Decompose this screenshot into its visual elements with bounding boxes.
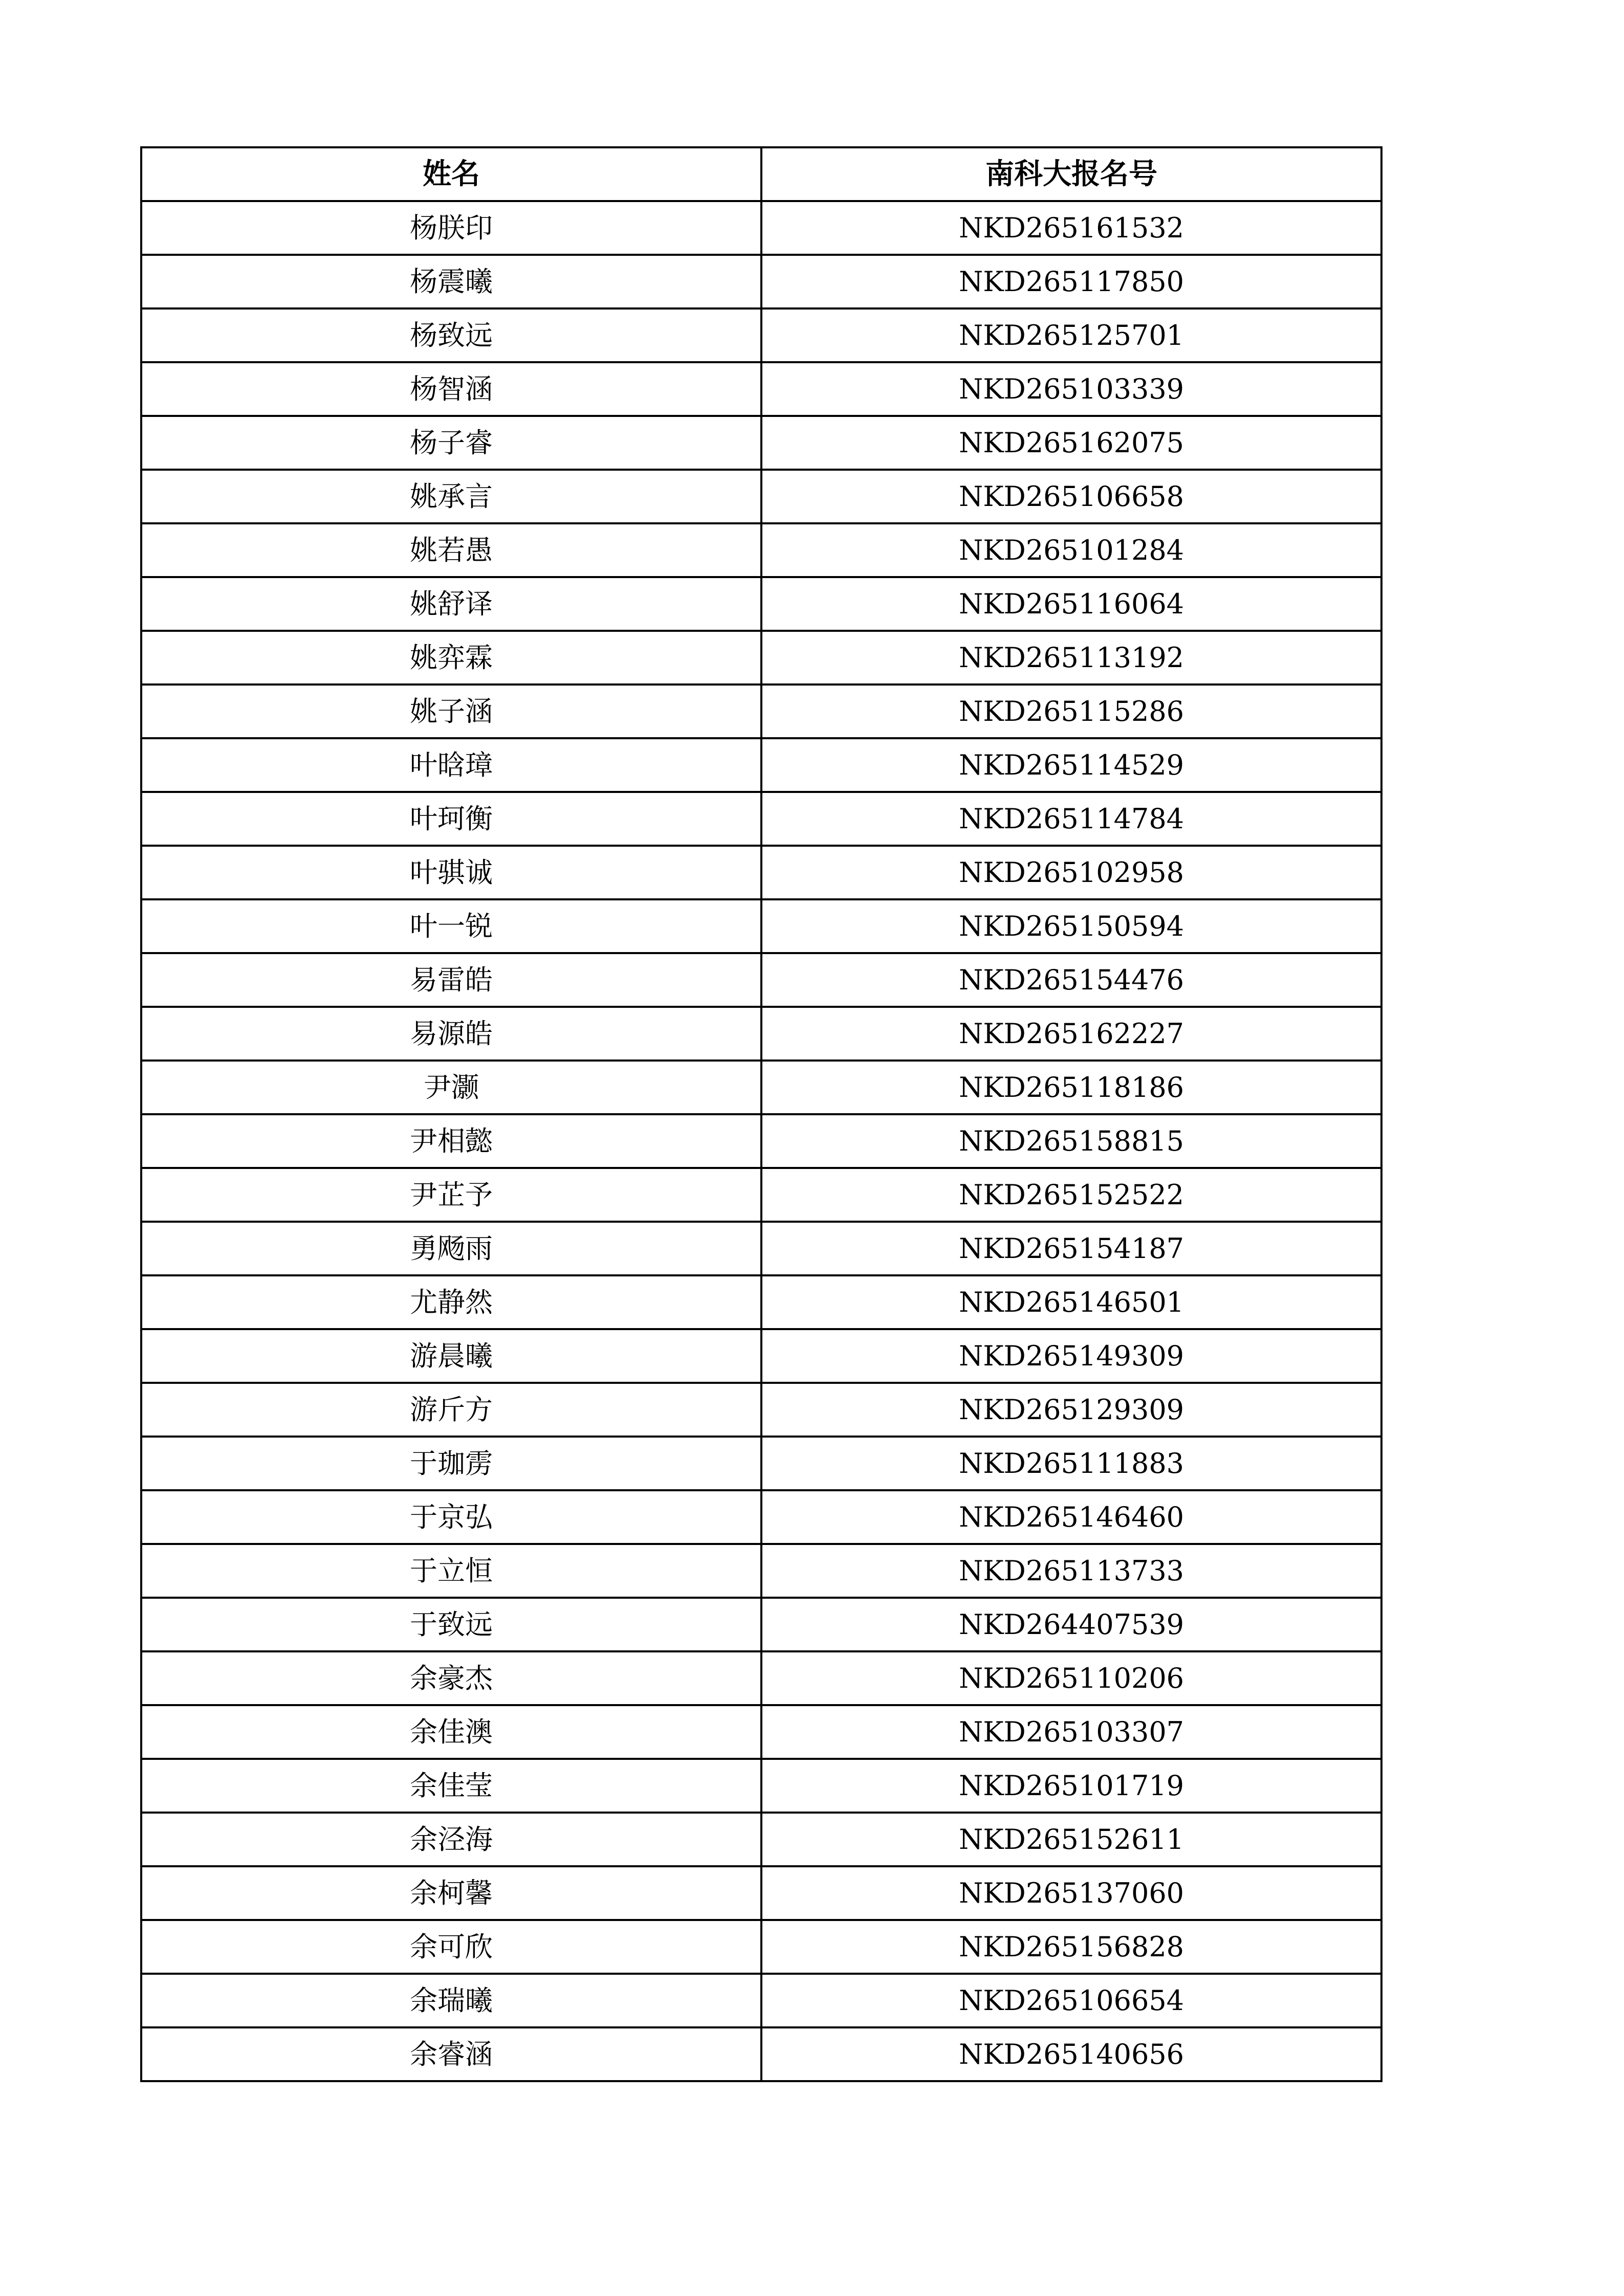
registration-number-cell: NKD265162227 — [761, 1007, 1381, 1061]
table-row — [141, 362, 1381, 416]
table-row — [141, 738, 1381, 792]
table-row — [141, 953, 1381, 1007]
table-row — [141, 1007, 1381, 1061]
table-row — [141, 792, 1381, 846]
name-cell: 易源皓 — [141, 1007, 761, 1061]
table-row — [141, 1813, 1381, 1866]
name-cell: 余佳莹 — [141, 1759, 761, 1813]
name-cell: 叶晗璋 — [141, 738, 761, 792]
registration-number-cell: NKD265118186 — [761, 1061, 1381, 1114]
registration-number-cell: NKD265113733 — [761, 1544, 1381, 1598]
registration-number-cell: NKD265152522 — [761, 1168, 1381, 1222]
registration-number-cell: NKD265101284 — [761, 523, 1381, 577]
registration-number-cell: NKD265103307 — [761, 1705, 1381, 1759]
registration-number-cell: NKD265106658 — [761, 470, 1381, 523]
name-cell: 杨子睿 — [141, 416, 761, 470]
registration-number-cell: NKD265129309 — [761, 1383, 1381, 1437]
registration-number-cell: NKD265114529 — [761, 738, 1381, 792]
table-row — [141, 1651, 1381, 1705]
name-cell: 易雷皓 — [141, 953, 761, 1007]
registration-number-cell: NKD265137060 — [761, 1866, 1381, 1920]
table-row — [141, 201, 1381, 255]
name-cell: 叶骐诚 — [141, 846, 761, 899]
registration-number-cell: NKD265140656 — [761, 2027, 1381, 2081]
registration-number-cell: NKD265117850 — [761, 255, 1381, 308]
registration-number-cell: NKD265113192 — [761, 631, 1381, 685]
registration-number-cell: NKD265161532 — [761, 201, 1381, 255]
registration-number-cell: NKD265111883 — [761, 1437, 1381, 1490]
roster-table — [140, 146, 1382, 2082]
name-cell: 于京弘 — [141, 1490, 761, 1544]
name-cell: 余瑞曦 — [141, 1974, 761, 2027]
table-row — [141, 1974, 1381, 2027]
roster-sheet — [140, 146, 1380, 2082]
name-cell: 尹芷予 — [141, 1168, 761, 1222]
table-row — [141, 1168, 1381, 1222]
name-cell: 姚若愚 — [141, 523, 761, 577]
registration-number-cell: NKD265115286 — [761, 685, 1381, 738]
registration-number-cell: NKD265101719 — [761, 1759, 1381, 1813]
column-header-name: 姓名 — [141, 147, 761, 201]
registration-number-cell: NKD265162075 — [761, 416, 1381, 470]
name-cell: 余豪杰 — [141, 1651, 761, 1705]
name-cell: 叶珂衡 — [141, 792, 761, 846]
name-cell: 姚承言 — [141, 470, 761, 523]
table-row — [141, 1920, 1381, 1974]
name-cell: 尹相懿 — [141, 1114, 761, 1168]
table-row — [141, 1490, 1381, 1544]
registration-number-cell: NKD265106654 — [761, 1974, 1381, 2027]
table-row — [141, 1383, 1381, 1437]
name-cell: 于立恒 — [141, 1544, 761, 1598]
table-row — [141, 1114, 1381, 1168]
table-row — [141, 1866, 1381, 1920]
table-row — [141, 1329, 1381, 1383]
table-row — [141, 1061, 1381, 1114]
header-row — [141, 147, 1381, 201]
name-cell: 杨智涵 — [141, 362, 761, 416]
name-cell: 勇飏雨 — [141, 1222, 761, 1275]
name-cell: 余柯馨 — [141, 1866, 761, 1920]
name-cell: 余泾海 — [141, 1813, 761, 1866]
name-cell: 游斤方 — [141, 1383, 761, 1437]
registration-number-cell: NKD265152611 — [761, 1813, 1381, 1866]
table-row — [141, 255, 1381, 308]
registration-number-cell: NKD265158815 — [761, 1114, 1381, 1168]
name-cell: 姚弈霖 — [141, 631, 761, 685]
table-row — [141, 1544, 1381, 1598]
registration-number-cell: NKD265154187 — [761, 1222, 1381, 1275]
table-row — [141, 685, 1381, 738]
column-header-id: 南科大报名号 — [761, 147, 1381, 201]
name-cell: 姚舒译 — [141, 577, 761, 631]
registration-number-cell: NKD265150594 — [761, 899, 1381, 953]
table-row — [141, 1437, 1381, 1490]
table-row — [141, 523, 1381, 577]
table-row — [141, 1222, 1381, 1275]
table-row — [141, 1275, 1381, 1329]
name-cell: 余佳澳 — [141, 1705, 761, 1759]
roster-body — [141, 201, 1381, 2081]
name-cell: 游晨曦 — [141, 1329, 761, 1383]
registration-number-cell: NKD264407539 — [761, 1598, 1381, 1651]
registration-number-cell: NKD265156828 — [761, 1920, 1381, 1974]
registration-number-cell: NKD265154476 — [761, 953, 1381, 1007]
registration-number-cell: NKD265149309 — [761, 1329, 1381, 1383]
name-cell: 余睿涵 — [141, 2027, 761, 2081]
table-row — [141, 470, 1381, 523]
registration-number-cell: NKD265114784 — [761, 792, 1381, 846]
registration-number-cell: NKD265146460 — [761, 1490, 1381, 1544]
name-cell: 杨致远 — [141, 308, 761, 362]
name-cell: 杨震曦 — [141, 255, 761, 308]
registration-number-cell: NKD265116064 — [761, 577, 1381, 631]
name-cell: 余可欣 — [141, 1920, 761, 1974]
table-row — [141, 846, 1381, 899]
table-row — [141, 1759, 1381, 1813]
name-cell: 叶一锐 — [141, 899, 761, 953]
table-row — [141, 1598, 1381, 1651]
name-cell: 杨朕印 — [141, 201, 761, 255]
table-row — [141, 631, 1381, 685]
name-cell: 尹灏 — [141, 1061, 761, 1114]
registration-number-cell: NKD265102958 — [761, 846, 1381, 899]
table-row — [141, 416, 1381, 470]
table-row — [141, 577, 1381, 631]
name-cell: 于致远 — [141, 1598, 761, 1651]
table-row — [141, 1705, 1381, 1759]
name-cell: 于珈雳 — [141, 1437, 761, 1490]
name-cell: 姚子涵 — [141, 685, 761, 738]
registration-number-cell: NKD265103339 — [761, 362, 1381, 416]
table-row — [141, 899, 1381, 953]
name-cell: 尤静然 — [141, 1275, 761, 1329]
table-row — [141, 308, 1381, 362]
table-row — [141, 2027, 1381, 2081]
registration-number-cell: NKD265125701 — [761, 308, 1381, 362]
registration-number-cell: NKD265110206 — [761, 1651, 1381, 1705]
registration-number-cell: NKD265146501 — [761, 1275, 1381, 1329]
